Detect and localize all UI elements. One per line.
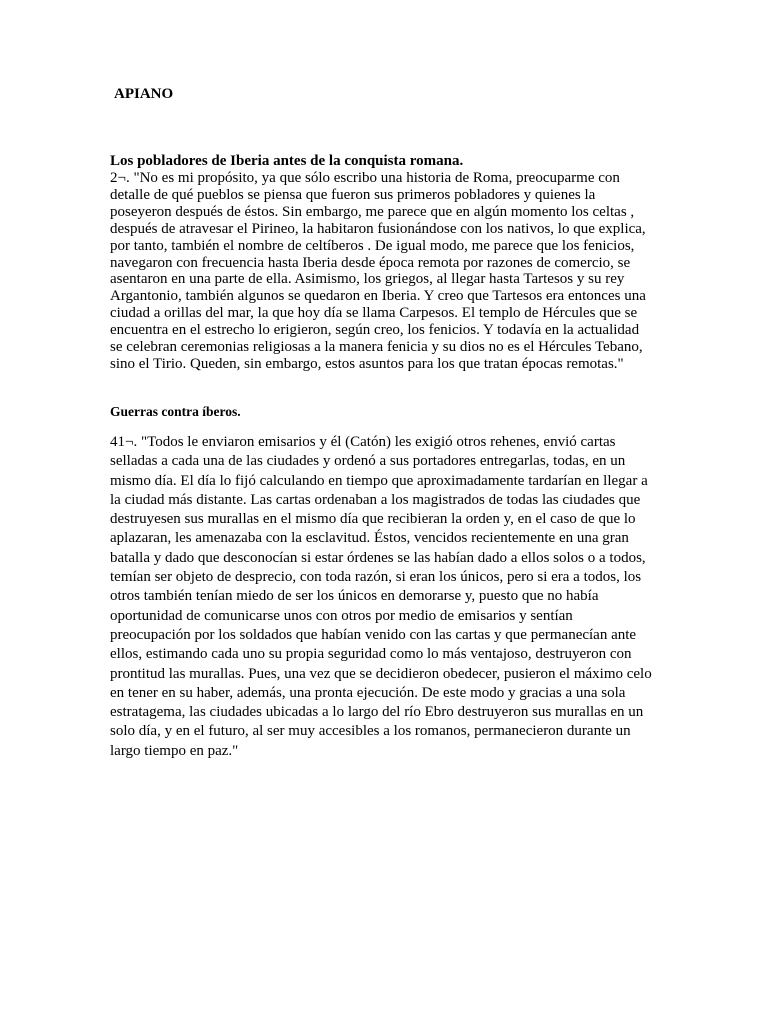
- section-heading-guerras: Guerras contra íberos.: [110, 404, 241, 419]
- section-pobladores: [110, 153, 655, 373]
- section-heading-pobladores: Los pobladores de Iberia antes de la conquista romana.: [110, 153, 464, 169]
- paragraph-guerras: 41¬. "Todos le enviaron emisarios y él (Catón) les exigió otros rehenes, envió cartas selladas a cada una de las ciudades y ordenó a sus portadores entregarlas, todas, en un mismo día. El día lo fijó calculando en tiempo que aproximadamente tardarían en llegar a la ciudad más distante. Las cartas ordenaban a los magistrados de todas las ciudades que destruyesen sus murallas en el mismo día que recibieran la orden y, en el caso de que lo aplazaran, les amenazaba con la esclavitud. Éstos, vencidos recientemente en una gran batalla y dado que desconocían si estar órdenes se las habían dado a ellos solos o a todos, temían ser objeto de desprecio, con toda razón, si eran los únicos, pero si era a todos, los otros también tenían miedo de ser los únicos en demorarse y, puesto que no había oportunidad de comunicarse unos con otros por medio de emisarios y sentían preocupación por los soldados que habían venido con las cartas y que permanecían ante ellos, estimando cada uno su propia seguridad como lo más ventajoso, destruyeron con prontitud las murallas. Pues, una vez que se decidieron obedecer, pusieron el máximo celo en tener en su haber, además, una pronta ejecución. De este modo y gracias a una sola estratagema, las ciudades ubicadas a lo largo del río Ebro destruyeron sus murallas en un solo día, y en el futuro, al ser muy accesibles a los romanos, permanecieron durante un largo tiempo en paz.": [110, 434, 652, 759]
- author-title: APIANO: [114, 86, 174, 102]
- paragraph-pobladores: 2¬. "No es mi propósito, ya que sólo escribo una historia de Roma, preocuparme con detalle de qué pueblos se piensa que fueron sus primeros pobladores y quienes la poseyeron después de éstos. Sin embargo, me parece que en algún momento los celtas , después de atravesar el Pirineo, la habitaron fusionándose con los nativos, lo que explica, por tanto, también el nombre de celtíberos . De igual modo, me parece que los fenicios, navegaron con frecuencia hasta Iberia desde época remota por razones de comercio, se asentaron en una parte de ella. Asimismo, los griegos, al llegar hasta Tartesos y su rey Argantonio, también algunos se quedaron en Iberia. Y creo que Tartesos era entonces una ciudad a orillas del mar, la que hoy día se llama Carpesos. El templo de Hércules que se encuentra en el estrecho lo erigieron, según creo, los fenicios. Y todavía en la actualidad se celebran ceremonias religiosas a la manera fenicia y su dios no es el Hércules Tebano, sino el Tirio. Queden, sin embargo, estos asuntos para los que tratan épocas remotas.": [110, 170, 646, 372]
